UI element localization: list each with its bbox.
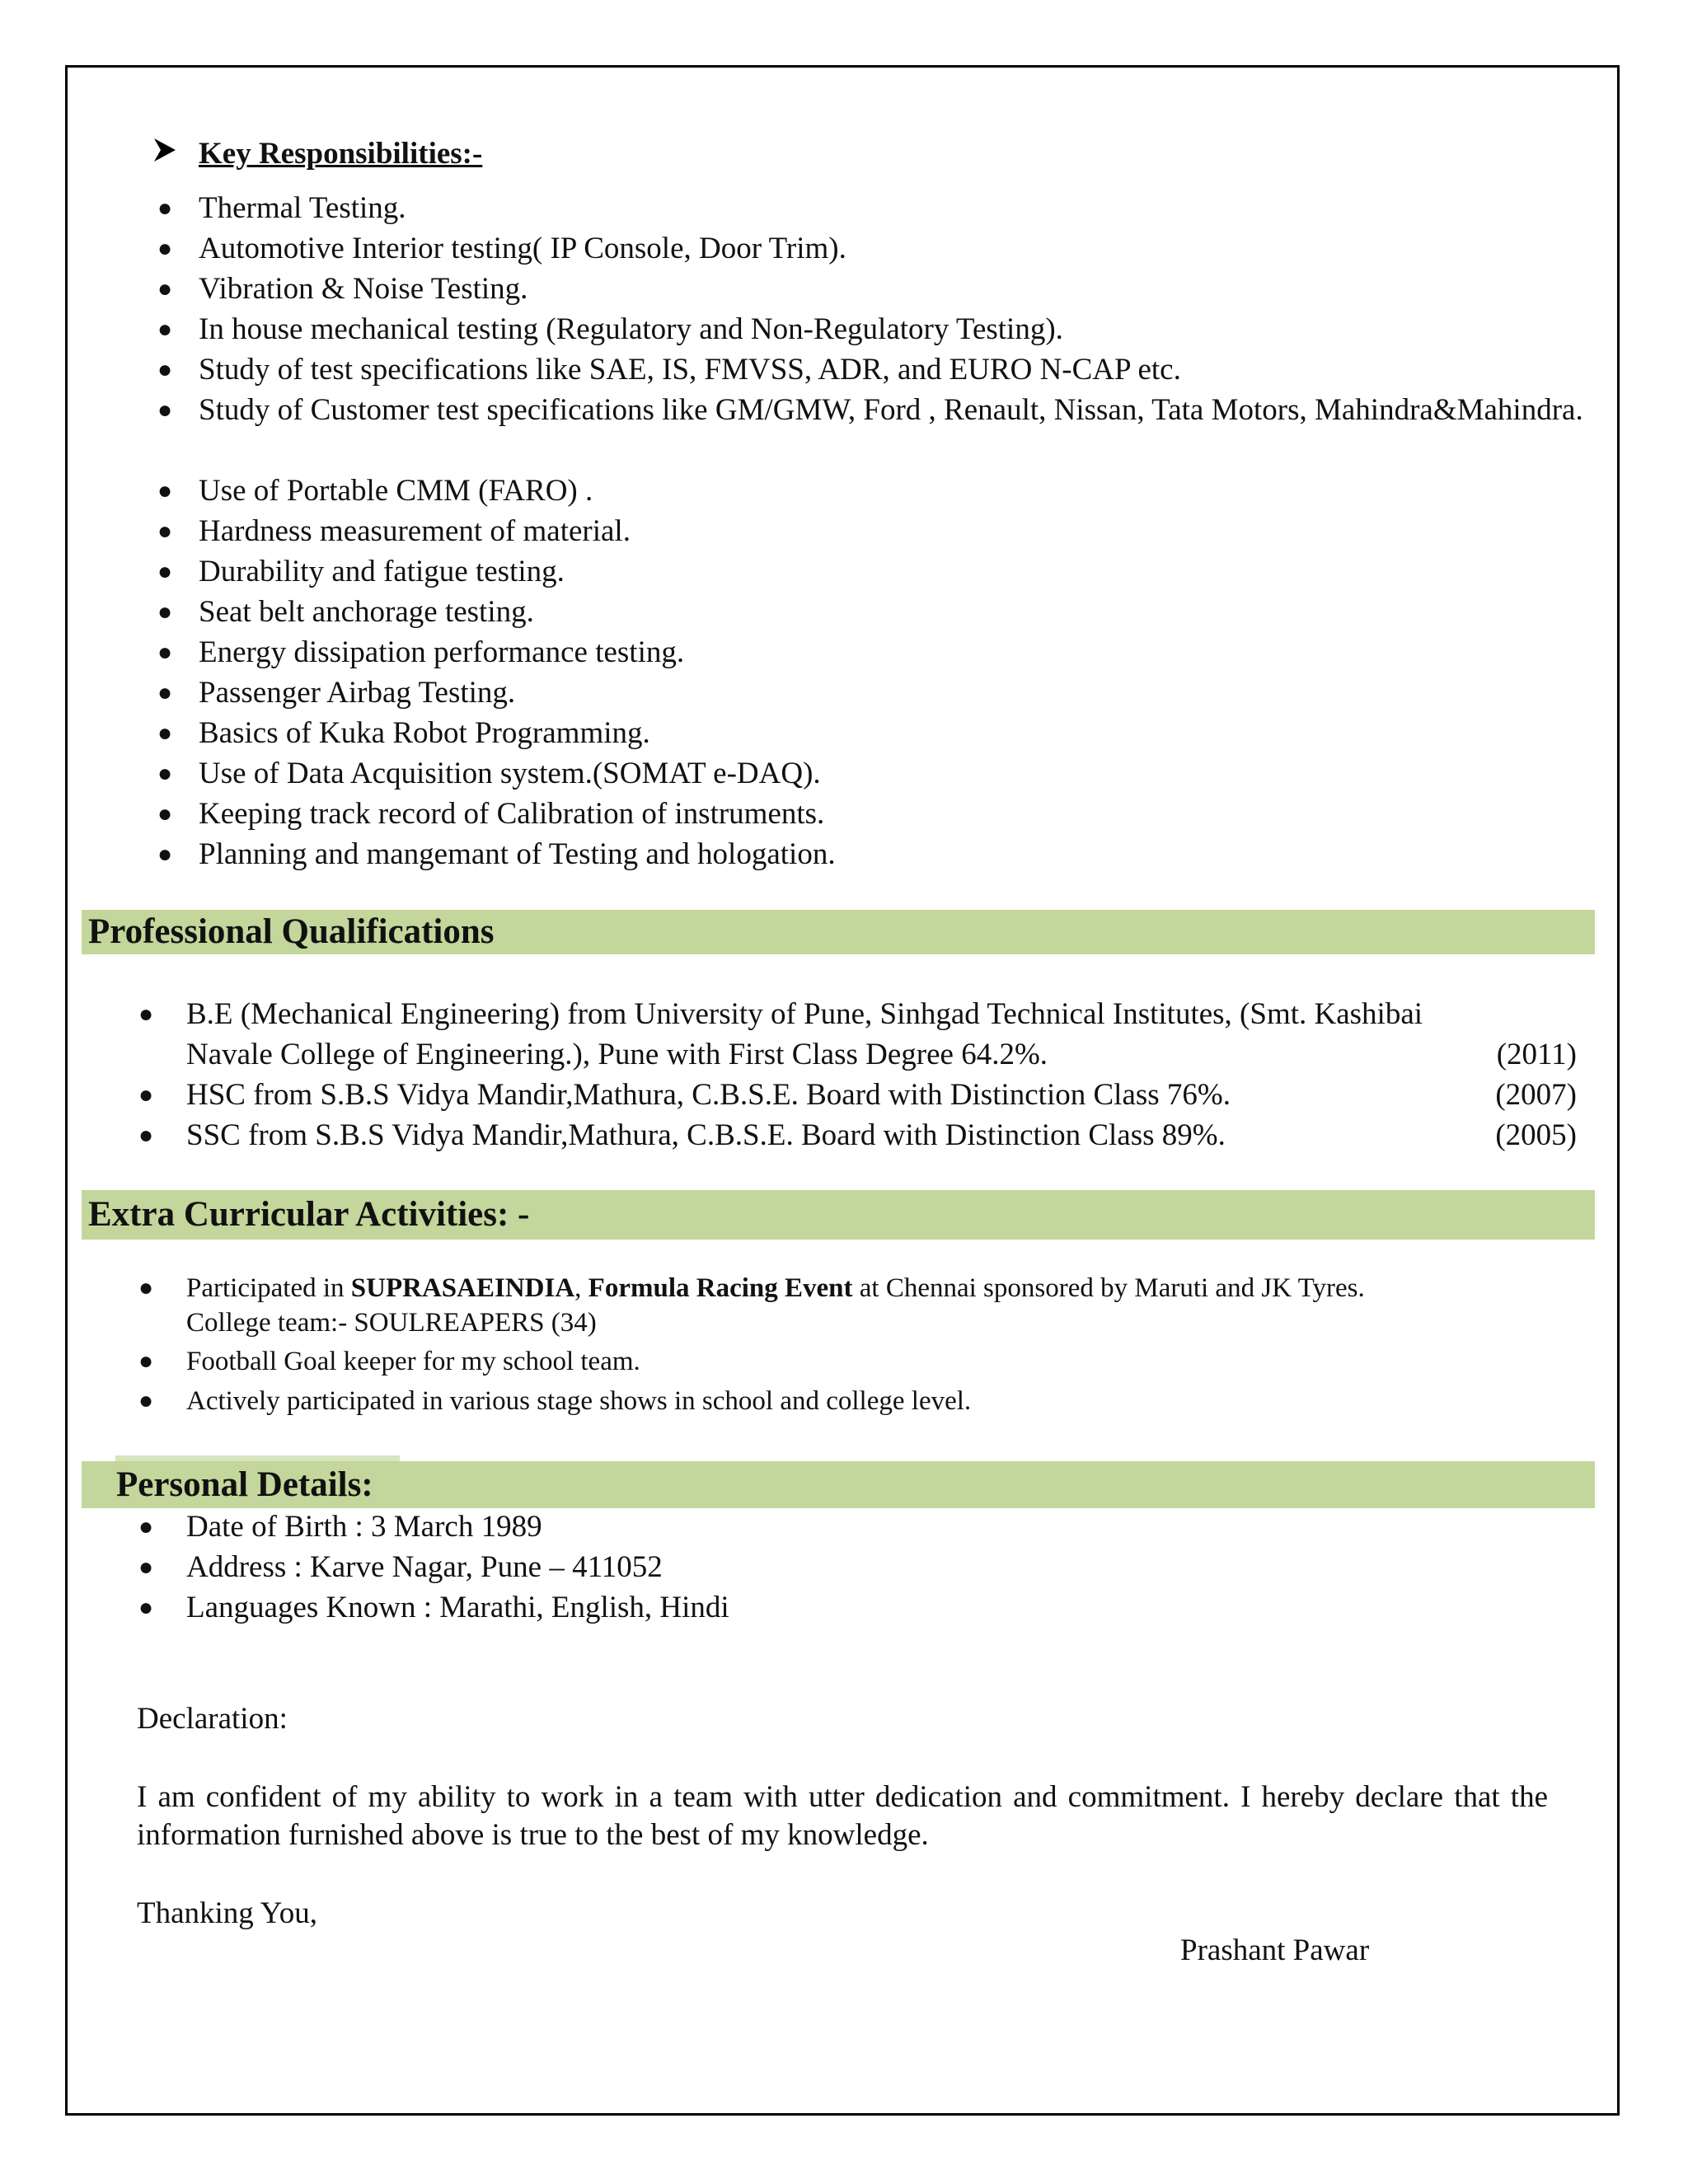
list-item: ● Energy dissipation performance testing. — [151, 632, 1589, 673]
declaration-label: Declaration: — [137, 1702, 288, 1736]
bullet-icon: ● — [138, 1274, 154, 1301]
list-item: ● Actively participated in various stage shows in school and college level. — [138, 1381, 1577, 1421]
bullet-icon: ● — [138, 1387, 154, 1414]
bullet-icon: ● — [157, 235, 173, 262]
qualification-year: (2005) — [1495, 1118, 1577, 1152]
bullet-icon: ● — [157, 760, 173, 787]
list-item: ● Seat belt anchorage testing. — [151, 592, 1589, 632]
bullet-icon: ● — [157, 598, 173, 626]
list-item: ● HSC from S.B.S Vidya Mandir,Mathura, C.B.S.E. Board with Distinction Class 76%. (2007) — [138, 1075, 1577, 1115]
arrowhead-icon — [151, 136, 184, 172]
bullet-icon: ● — [157, 275, 173, 302]
qualifications-list — [138, 994, 1577, 1155]
list-item: ● B.E (Mechanical Engineering) from University of Pune, Sinhgad Technical Institutes, (Smt. Kashibai Navale College of Engineering.), Pune with First Class Degree 64.2%. (2011) — [138, 994, 1577, 1075]
bullet-icon: ● — [157, 719, 173, 747]
key-responsibilities-title: Key Responsibilities:- — [199, 137, 483, 171]
bullet-icon: ● — [157, 356, 173, 383]
bullet-icon: ● — [138, 1554, 154, 1581]
list-item: ● Vibration & Noise Testing. — [151, 269, 1589, 309]
closing-text: Thanking You, — [137, 1896, 317, 1930]
list-item: ● Address : Karve Nagar, Pune – 411052 — [138, 1547, 1577, 1587]
list-item: ● Automotive Interior testing( IP Console, Door Trim). — [151, 228, 1589, 269]
bullet-icon: ● — [138, 1347, 154, 1375]
list-item: ● Study of test specifications like SAE, IS, FMVSS, ADR, and EURO N-CAP etc. — [151, 349, 1589, 390]
key-responsibilities-list — [151, 188, 1589, 874]
list-item: ● Passenger Airbag Testing. — [151, 673, 1589, 713]
qualification-year: (2007) — [1495, 1078, 1577, 1112]
list-item: ● Hardness measurement of material. — [151, 511, 1589, 551]
bullet-icon: ● — [157, 800, 173, 827]
bullet-icon: ● — [157, 639, 173, 666]
list-item: ● Football Goal keeper for my school team. — [138, 1342, 1577, 1381]
list-item: ● Participated in SUPRASAEINDIA, Formula Racing Event at Chennai sponsored by Maruti and JK Tyres. College team:- SOULREAPERS (34) — [138, 1271, 1577, 1342]
declaration-text: I am confident of my ability to work in a team with utter dedication and commitment. I hereby declare that the information furnished above is true to the best of my knowledge. — [137, 1780, 1548, 1852]
list-item: ● Use of Data Acquisition system.(SOMAT e-DAQ). — [151, 753, 1589, 794]
list-item: ● In house mechanical testing (Regulatory and Non-Regulatory Testing). — [151, 309, 1589, 349]
list-item: ● Thermal Testing. — [151, 188, 1589, 228]
bullet-icon: ● — [157, 316, 173, 343]
list-item: ● Basics of Kuka Robot Programming. — [151, 713, 1589, 753]
list-item: ● Languages Known : Marathi, English, Hindi — [138, 1587, 1577, 1628]
list-item: ● Use of Portable CMM (FARO) . — [151, 471, 1589, 511]
bullet-icon: ● — [138, 1513, 154, 1540]
list-item: ● SSC from S.B.S Vidya Mandir,Mathura, C.B.S.E. Board with Distinction Class 89%. (2005) — [138, 1115, 1577, 1155]
bullet-icon: ● — [157, 841, 173, 868]
signatory-name: Prashant Pawar — [1180, 1933, 1370, 1967]
qualification-year: (2011) — [1496, 1038, 1577, 1071]
list-item: ● Study of Customer test specifications like GM/GMW, Ford , Renault, Nissan, Tata Motors, Mahindra&Mahindra. — [151, 390, 1589, 471]
list-item: ● Date of Birth : 3 March 1989 — [138, 1507, 1577, 1547]
personal-details-list — [138, 1507, 1577, 1628]
bullet-icon: ● — [157, 679, 173, 706]
bullet-icon: ● — [157, 558, 173, 585]
professional-qualifications-heading: Professional Qualifications — [82, 910, 1595, 954]
bullet-icon: ● — [157, 194, 173, 222]
list-item: ● Keeping track record of Calibration of instruments. — [151, 794, 1589, 834]
list-item: ● Durability and fatigue testing. — [151, 551, 1589, 592]
bullet-icon: ● — [157, 477, 173, 504]
personal-details-heading: Personal Details: — [82, 1461, 1595, 1508]
bullet-icon: ● — [138, 1122, 154, 1149]
bullet-icon: ● — [138, 1594, 154, 1621]
extra-curricular-heading: Extra Curricular Activities: - — [82, 1190, 1595, 1240]
list-item: ● Planning and mangemant of Testing and hologation. — [151, 834, 1589, 874]
bullet-icon: ● — [138, 1001, 154, 1028]
extra-curricular-list — [138, 1271, 1577, 1421]
bullet-icon: ● — [157, 518, 173, 545]
bullet-icon: ● — [138, 1081, 154, 1108]
bullet-icon: ● — [157, 396, 173, 424]
